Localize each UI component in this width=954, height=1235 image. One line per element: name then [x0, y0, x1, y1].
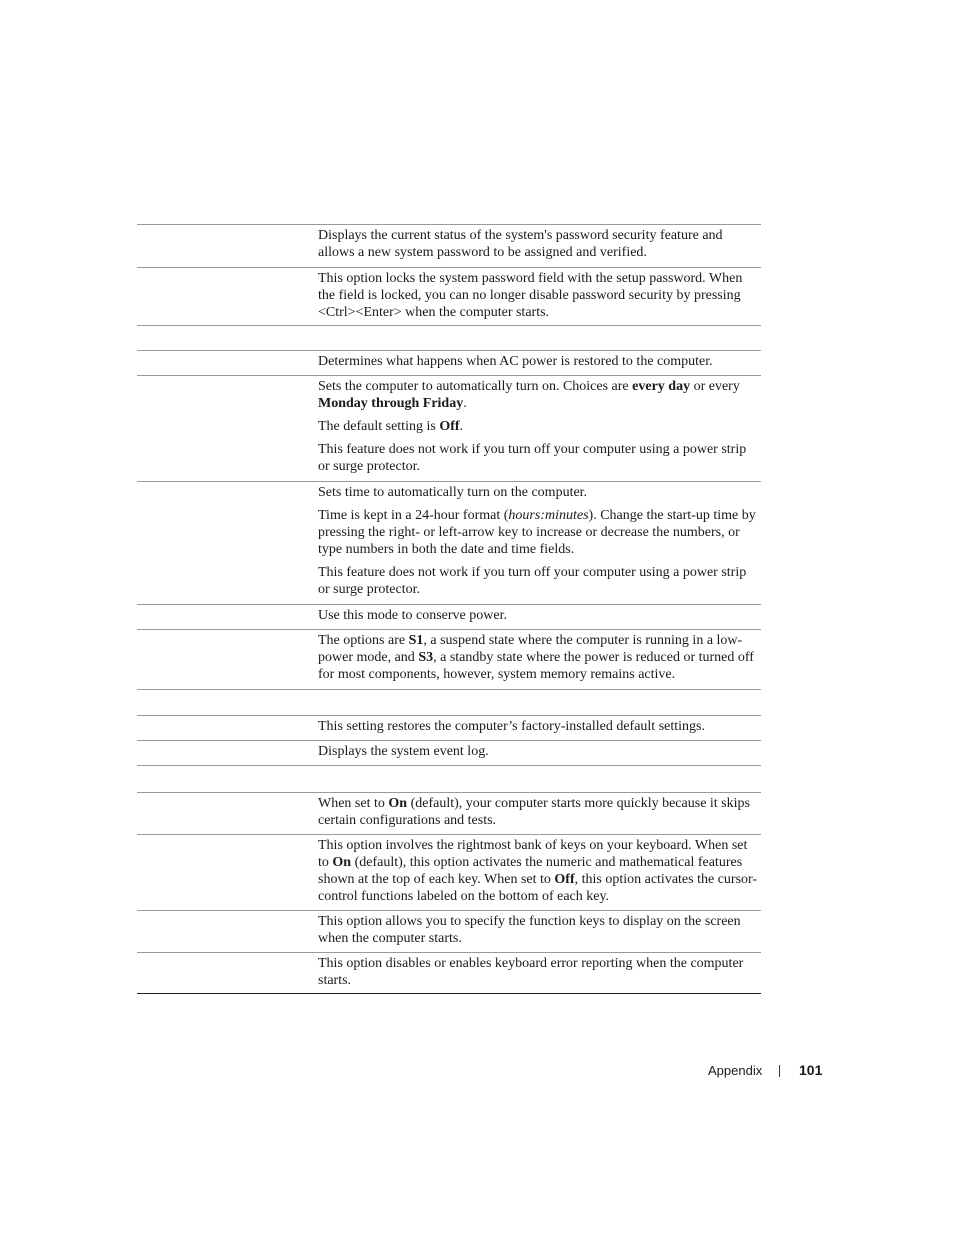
option-description-cell	[318, 953, 761, 993]
table-row	[137, 715, 761, 740]
text-run: , this option activates the cursor-control functions labeled on the bottom of each key.	[318, 872, 758, 904]
option-name-cell	[137, 326, 318, 350]
text-run: , a standby state where the power is reduced or turned off for most components, however, system memory remains active.	[318, 650, 754, 682]
option-description-cell	[318, 835, 761, 910]
footer-separator	[779, 1065, 780, 1077]
option-name-cell	[137, 741, 318, 765]
text-run: Sets the computer to automatically turn on. Choices are	[318, 379, 633, 394]
page-number: 101	[799, 1062, 823, 1078]
option-description-cell	[318, 690, 761, 715]
description-paragraph	[318, 564, 761, 598]
text-run: Sets time to automatically turn on the computer.	[318, 485, 588, 500]
option-name-cell	[137, 225, 318, 267]
option-description-cell	[318, 351, 761, 375]
emphasis-text: every day	[632, 379, 691, 394]
description-paragraph	[318, 718, 761, 735]
option-name-cell	[137, 953, 318, 993]
text-run: This option involves the rightmost bank of keys on your keyboard. When set to	[318, 838, 748, 870]
option-description-cell	[318, 482, 761, 604]
description-paragraph	[318, 484, 761, 501]
text-run: (default), this option activates the numeric and mathematical features shown at the top of each key. When set to	[318, 855, 743, 887]
text-run: This feature does not work if you turn off your computer using a power strip or surge protector.	[318, 565, 747, 597]
text-run: This feature does not work if you turn off your computer using a power strip or surge protector.	[318, 442, 747, 474]
text-run: The options are	[318, 633, 409, 648]
description-paragraph	[318, 418, 761, 435]
table-row	[137, 350, 761, 375]
table-row	[137, 910, 761, 952]
emphasis-text: S1	[408, 633, 424, 648]
footer-section-title: Appendix	[708, 1063, 763, 1078]
italic-text: hours:minutes	[508, 508, 589, 523]
table-row	[137, 740, 761, 765]
emphasis-text: Monday through Friday	[318, 396, 464, 411]
text-run: or every	[690, 379, 740, 394]
table-row	[137, 481, 761, 604]
text-run: This option locks the system password field with the setup password. When the field is locked, you can no longer disable password security by pressing <Ctrl><Enter> when the computer starts.	[318, 271, 743, 320]
option-description-cell	[318, 326, 761, 350]
option-description-cell	[318, 911, 761, 952]
description-paragraph	[318, 632, 761, 683]
table-row	[137, 834, 761, 910]
option-description-cell	[318, 376, 761, 481]
text-run: Displays the current status of the system's password security feature and allows a new system password to be assigned and verified.	[318, 228, 723, 260]
section-heading-row	[137, 689, 761, 715]
option-name-cell	[137, 351, 318, 375]
text-run: .	[463, 396, 467, 411]
text-run: Time is kept in a 24-hour format (	[318, 508, 509, 523]
option-name-cell	[137, 793, 318, 834]
table-row	[137, 629, 761, 689]
option-description-cell	[318, 630, 761, 689]
description-paragraph	[318, 955, 761, 989]
text-run: When set to	[318, 796, 389, 811]
option-description-cell	[318, 268, 761, 325]
description-paragraph	[318, 743, 761, 760]
description-paragraph	[318, 795, 761, 829]
description-paragraph	[318, 441, 761, 475]
text-run: This setting restores the computer’s factory-installed default settings.	[318, 719, 705, 734]
emphasis-text: Off	[554, 872, 575, 887]
description-paragraph	[318, 837, 761, 905]
table-row	[137, 224, 761, 267]
text-run: .	[459, 419, 464, 434]
option-name-cell	[137, 911, 318, 952]
description-paragraph	[318, 227, 761, 261]
page-footer	[680, 1062, 823, 1080]
table-row	[137, 375, 761, 481]
description-paragraph	[318, 913, 761, 947]
table-row	[137, 604, 761, 629]
table-row	[137, 267, 761, 325]
text-run: , a suspend state where the computer is running in a low-power mode, and	[318, 633, 743, 665]
text-run: ). Change the start-up time by pressing the right- or left-arrow key to increase or decrease the numbers, or type numbers in both the date and time fields.	[318, 508, 756, 557]
text-run: This option disables or enables keyboard error reporting when the computer starts.	[318, 956, 744, 988]
option-name-cell	[137, 376, 318, 481]
option-name-cell	[137, 482, 318, 604]
description-paragraph	[318, 507, 761, 558]
text-run: Determines what happens when AC power is restored to the computer.	[318, 354, 713, 369]
option-name-cell	[137, 766, 318, 792]
option-description-cell	[318, 605, 761, 629]
option-name-cell	[137, 605, 318, 629]
text-run: The default setting is	[318, 419, 440, 434]
option-description-cell	[318, 793, 761, 834]
description-paragraph	[318, 607, 761, 624]
option-description-cell	[318, 741, 761, 765]
description-paragraph	[318, 378, 761, 412]
text-run: This option allows you to specify the function keys to display on the screen when the computer starts.	[318, 914, 741, 946]
emphasis-text: On	[388, 796, 408, 811]
text-run: (default), your computer starts more quickly because it skips certain configurations and tests.	[318, 796, 750, 828]
text-run: Displays the system event log.	[318, 744, 489, 759]
option-name-cell	[137, 716, 318, 740]
option-name-cell	[137, 835, 318, 910]
option-name-cell	[137, 268, 318, 325]
table-row	[137, 952, 761, 994]
settings-table	[137, 224, 761, 994]
section-heading-row	[137, 765, 761, 792]
table-row	[137, 792, 761, 834]
description-paragraph	[318, 353, 761, 370]
description-paragraph	[318, 270, 761, 321]
section-heading-row	[137, 325, 761, 350]
option-description-cell	[318, 225, 761, 267]
option-description-cell	[318, 716, 761, 740]
option-name-cell	[137, 690, 318, 715]
emphasis-text: Off	[439, 419, 460, 434]
option-description-cell	[318, 766, 761, 792]
option-name-cell	[137, 630, 318, 689]
emphasis-text: On	[332, 855, 352, 870]
text-run: Use this mode to conserve power.	[318, 608, 507, 623]
emphasis-text: S3	[418, 650, 434, 665]
